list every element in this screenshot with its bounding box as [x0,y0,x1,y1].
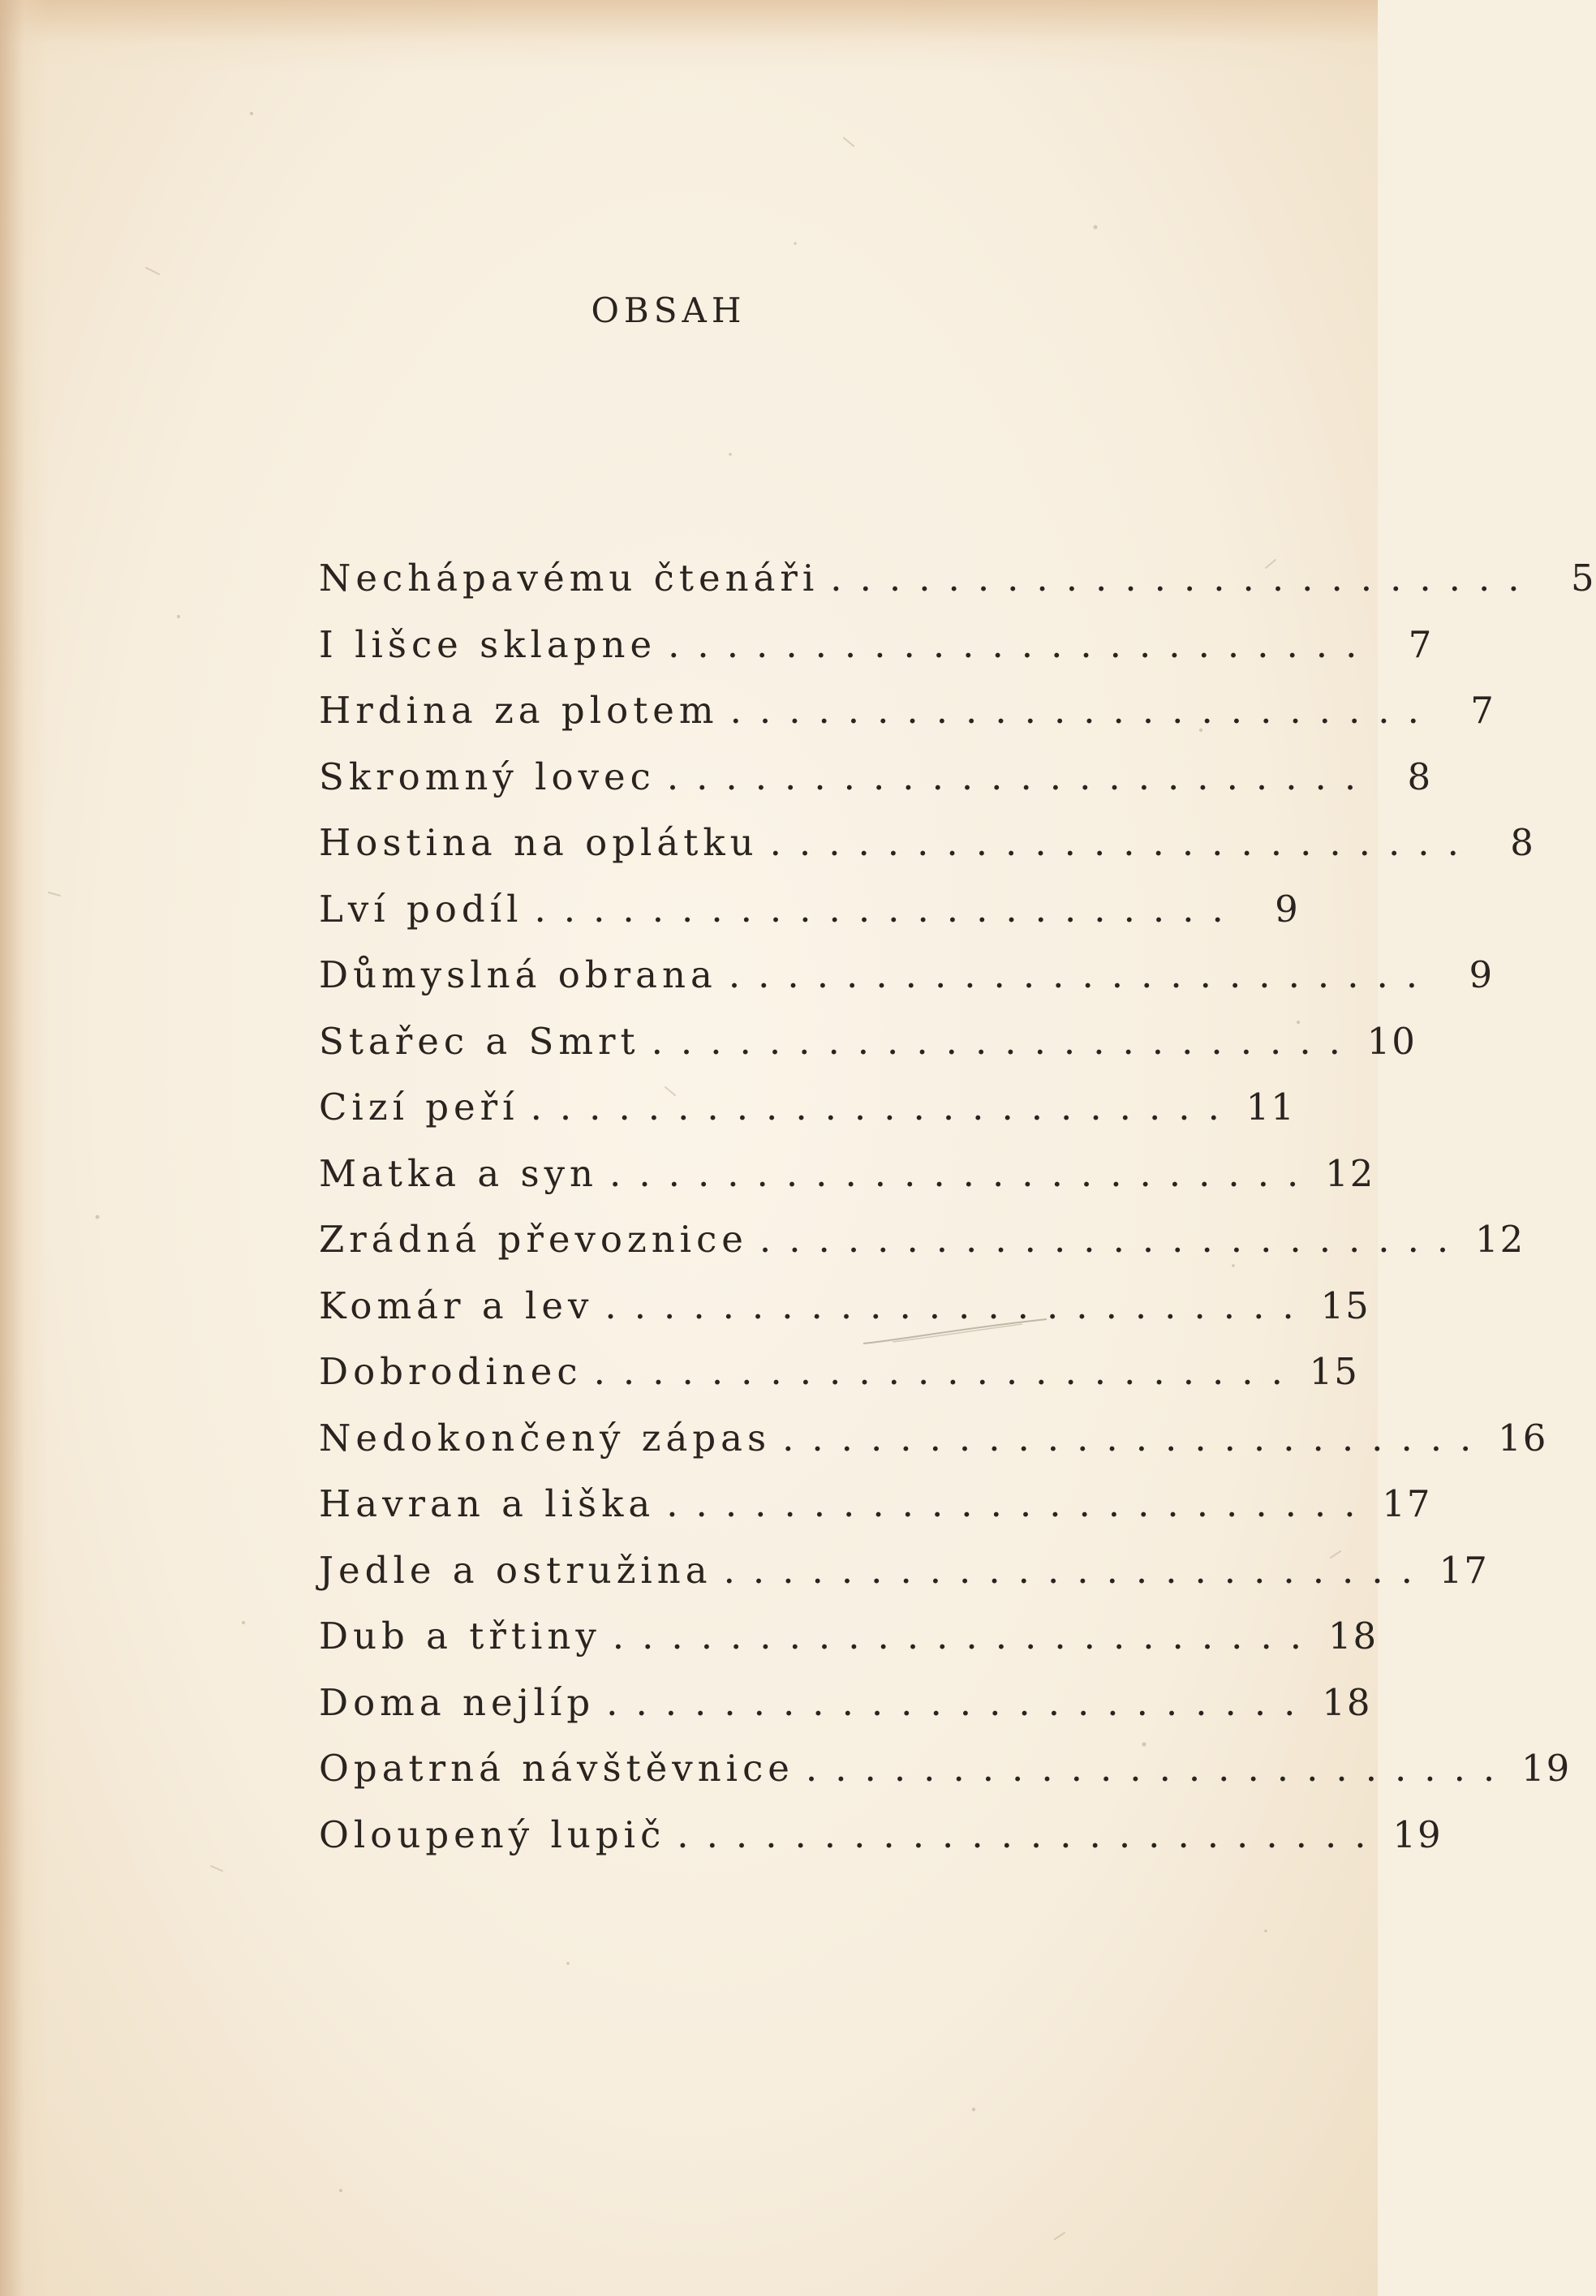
page-title: OBSAH [591,290,746,330]
toc-dot-leader: ........................ [729,689,1437,733]
toc-dot-leader: ........................ [593,1350,1301,1394]
toc-entry[interactable] [319,810,1535,876]
toc-entry[interactable] [319,1735,1572,1802]
toc-entry[interactable] [319,1339,1359,1405]
toc-entry[interactable] [319,677,1495,744]
toc-entry[interactable] [319,1405,1548,1472]
toc-entry-title: Hostina na oplátku [319,821,759,865]
toc-dot-leader: ........................ [534,887,1241,931]
toc-dot-leader: ........................ [782,1416,1490,1460]
toc-entry-page: 7 [1408,622,1434,666]
table-of-contents [319,545,1596,1868]
toc-entry-title: Havran a liška [319,1482,656,1526]
toc-entry[interactable] [319,744,1433,810]
toc-dot-leader: ........................ [666,1482,1374,1526]
toc-dot-leader: ........................ [728,953,1436,997]
toc-entry-page: 11 [1245,1086,1296,1129]
toc-entry-page: 15 [1309,1350,1359,1394]
toc-entry-page: 9 [1275,887,1300,931]
toc-entry[interactable] [319,1273,1370,1339]
toc-entry-title: Stařec a Smrt [319,1019,640,1063]
toc-entry[interactable] [319,1008,1417,1075]
toc-entry-page: 12 [1325,1151,1375,1195]
toc-entry-page: 8 [1407,755,1433,798]
toc-entry-page: 16 [1498,1416,1548,1460]
toc-dot-leader: ........................ [604,1283,1312,1327]
toc-entry-page: 15 [1320,1283,1370,1327]
toc-entry[interactable] [319,1537,1489,1604]
toc-dot-leader: ........................ [759,1218,1467,1262]
toc-entry-page: 18 [1327,1615,1379,1658]
toc-entry[interactable] [319,1802,1443,1868]
toc-entry[interactable] [319,1603,1379,1670]
toc-entry[interactable] [319,876,1300,943]
toc-entry[interactable] [319,1206,1525,1273]
toc-dot-leader: ........................ [651,1019,1358,1063]
toc-entry[interactable] [319,1670,1372,1736]
toc-entry[interactable] [319,942,1495,1008]
toc-entry-page: 7 [1470,689,1495,733]
toc-dot-leader: ........................ [666,755,1374,798]
toc-entry-title: Cizí peří [319,1086,519,1129]
toc-dot-leader: ........................ [677,1812,1384,1856]
toc-entry-page: 12 [1474,1218,1525,1262]
toc-entry-title: Matka a syn [319,1151,599,1195]
toc-entry-page: 17 [1439,1548,1489,1592]
toc-entry-title: I lišce sklapne [319,622,657,666]
toc-entry-title: Opatrná návštěvnice [319,1747,794,1791]
toc-dot-leader: ........................ [723,1548,1430,1592]
toc-dot-leader: ........................ [612,1615,1320,1658]
toc-entry-page: 10 [1366,1019,1417,1063]
toc-entry-page: 17 [1382,1482,1432,1526]
toc-entry-title: Doma nejlíp [319,1680,596,1724]
toc-entry-page: 19 [1521,1747,1572,1791]
toc-entry-title: Dub a třtiny [319,1615,601,1658]
toc-entry-title: Skromný lovec [319,755,656,798]
toc-dot-leader: ........................ [606,1680,1314,1724]
toc-entry-page: 19 [1392,1812,1443,1856]
toc-entry[interactable] [319,545,1596,612]
toc-entry-title: Komár a lev [319,1283,594,1327]
toc-entry-title: Oloupený lupič [319,1812,666,1856]
toc-entry-page: 5 [1570,557,1596,600]
toc-entry[interactable] [319,1471,1432,1537]
toc-entry[interactable] [319,1141,1375,1207]
toc-entry-title: Důmyslná obrana [319,953,717,997]
toc-entry-page: 18 [1322,1680,1372,1724]
toc-dot-leader: ........................ [668,622,1375,666]
toc-entry[interactable] [319,1074,1296,1141]
toc-entry-title: Hrdina za plotem [319,689,719,733]
toc-entry-title: Lví podíl [319,887,523,931]
toc-entry[interactable] [319,612,1434,678]
toc-dot-leader: ........................ [609,1151,1317,1195]
toc-entry-page: 8 [1510,821,1535,865]
toc-entry-title: Nedokončený zápas [319,1416,772,1460]
toc-dot-leader: ........................ [805,1747,1513,1791]
toc-dot-leader: ........................ [830,557,1538,600]
toc-entry-title: Zrádná převoznice [319,1218,748,1262]
toc-entry-title: Jedle a ostružina [319,1548,712,1592]
toc-dot-leader: ........................ [769,821,1477,865]
toc-entry-title: Nechápavému čtenáři [319,557,820,600]
toc-dot-leader: ........................ [530,1086,1237,1129]
toc-entry-page: 9 [1469,953,1495,997]
toc-entry-title: Dobrodinec [319,1350,583,1394]
